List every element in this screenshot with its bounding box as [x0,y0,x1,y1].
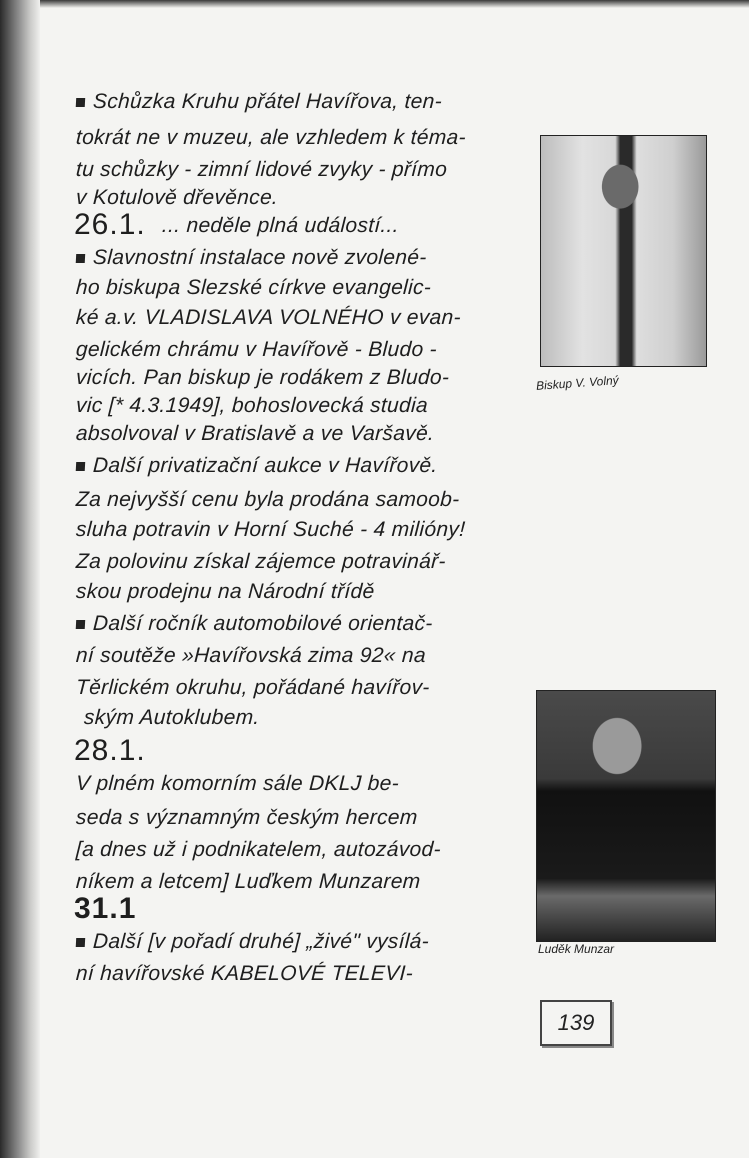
text-line [75,90,442,114]
line-text: Další [v pořadí druhé] „živé" vysílá- [92,930,430,953]
text-line: V plném komorním sále DKLJ be- [75,772,400,795]
bullet-icon [76,938,85,947]
date-heading: 28.1. [74,734,146,767]
text-line: tu schůzky - zimní lidové zvyky - přímo [75,158,448,181]
text-line: ní havířovské KABELOVÉ TELEVI- [75,962,414,985]
text-line [75,612,433,636]
text-line: Těrlickém okruhu, pořádané havířov- [75,676,431,699]
line-text: Další privatizační aukce v Havířově. [92,454,439,477]
page-top-shadow [0,0,749,8]
bullet-icon [76,462,85,471]
bullet-icon [76,254,85,263]
text-line: vic [* 4.3.1949], bohoslovecká studia [75,394,429,417]
text-line: vicích. Pan biskup je rodákem z Bludo- [75,366,450,389]
text-line: ho biskupa Slezské církve evangelic- [75,276,432,299]
text-line: ... neděle plná událostí... [161,214,400,237]
text-line: seda s významným českým hercem [75,806,419,829]
text-line: [a dnes už i podnikatelem, autozávod- [75,838,442,861]
text-line: Za polovinu získal zájemce potravinář- [75,550,447,573]
text-line [75,454,438,478]
line-text: Slavnostní instalace nově zvolené- [92,246,428,269]
bishop-photo [540,135,707,367]
text-line [75,930,429,954]
page-number: 139 [540,1000,612,1046]
text-line: tokrát ne v muzeu, ale vzhledem k téma- [75,126,467,149]
line-text: Schůzka Kruhu přátel Havířova, ten- [92,90,443,113]
line-text: Další ročník automobilové orientač- [92,612,434,635]
book-spine-shadow [0,0,40,1158]
text-line: skou prodejnu na Národní třídě [75,580,376,603]
text-line: v Kotulově dřevěnce. [75,186,279,209]
text-line: Za nejvyšší cenu byla prodána samoob- [75,488,461,511]
text-line [75,246,427,270]
bullet-icon [76,98,85,107]
bishop-photo-caption: Biskup V. Volný [535,373,620,393]
text-line: ní soutěže »Havířovská zima 92« na [75,644,427,667]
bullet-icon [76,620,85,629]
munzar-photo [536,690,716,942]
date-heading: 26.1. [74,208,146,241]
text-line: sluha potravin v Horní Suché - 4 milióny! [75,518,466,541]
text-line: gelickém chrámu v Havířově - Bludo - [75,338,438,361]
text-line: absolvoval v Bratislavě a ve Varšavě. [75,422,435,445]
munzar-photo-caption: Luděk Munzar [538,942,615,956]
text-line: níkem a letcem] Luďkem Munzarem [75,870,422,893]
text-line: ké a.v. VLADISLAVA VOLNÉHO v evan- [75,306,462,329]
date-heading: 31.1 [74,892,137,925]
text-line: ským Autoklubem. [83,706,261,729]
